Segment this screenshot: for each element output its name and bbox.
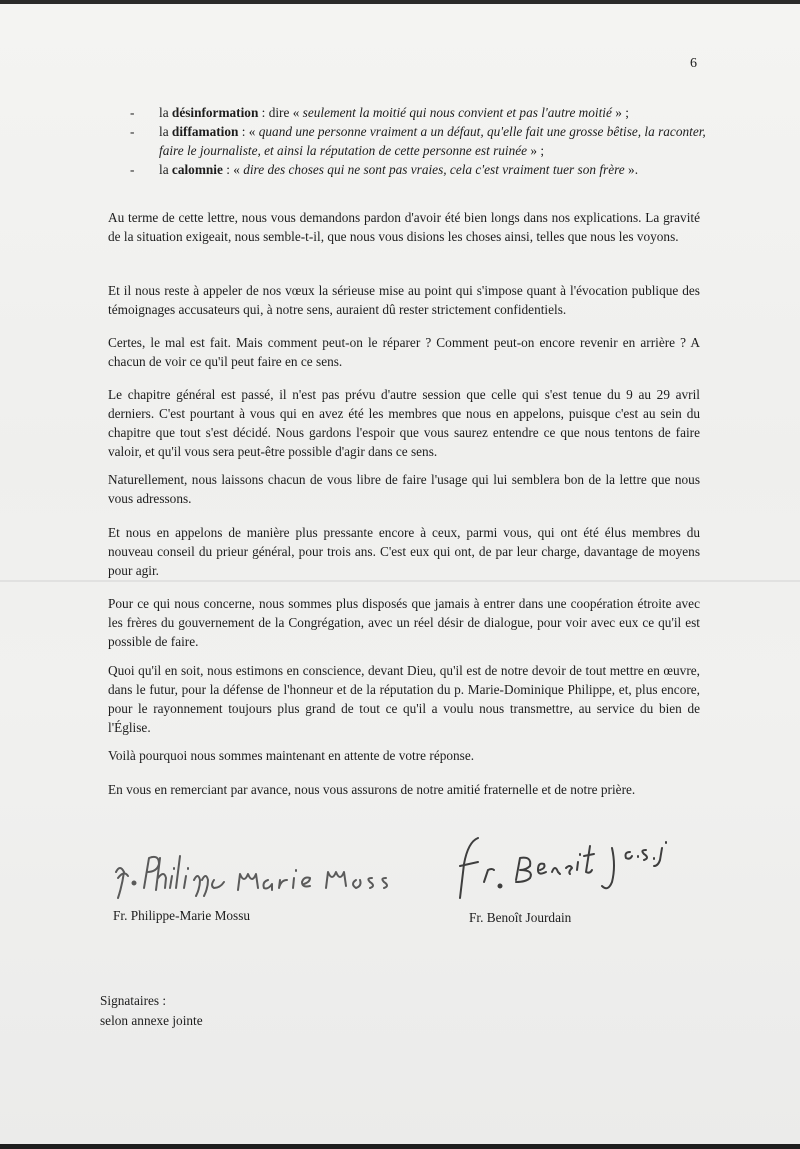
page-bottom-edge xyxy=(0,1144,800,1149)
paragraph: Au terme de cette lettre, nous vous demandons pardon d'avoir été bien longs dans nos explications. La gravité de la situation exigeait, nous semble-t-il, que nous vous disions les choses ainsi, telles que nous les voyons. xyxy=(108,210,700,244)
paragraph: Naturellement, nous laissons chacun de vous libre de faire l'usage qui lui semblera bon de la lettre que nous vous adressons. xyxy=(108,472,700,506)
signataires-note: selon annexe jointe xyxy=(100,1013,203,1028)
paragraph: En vous en remerciant par avance, nous vous assurons de notre amitié fraternelle et de notre prière. xyxy=(108,782,636,797)
paragraph: Et il nous reste à appeler de nos vœux la sérieuse mise au point qui s'impose quant à l'évocation publique des témoignages accusateurs qui, à notre sens, auraient dû rester strictement confidentiels. xyxy=(108,283,700,317)
paragraph: Voilà pourquoi nous sommes maintenant en attente de votre réponse. xyxy=(108,748,475,763)
signature-name-right: Fr. Benoît Jourdain xyxy=(469,910,572,925)
signataires-label: Signataires : xyxy=(100,993,167,1008)
bullet-quote: quand une personne vraiment a un défaut, qu'elle fait une grosse bêtise, la raconter, faire le journaliste, et ainsi la réputation de cette personne est ruinée xyxy=(159,124,706,158)
list-item: - la diffamation : « quand une personne vraiment a un défaut, qu'elle fait une grosse bêtise, la raconter, faire le journaliste, et ainsi la réputation de cette personne est ruinée » ; xyxy=(130,124,706,158)
bullet-list xyxy=(130,103,720,179)
signature-left xyxy=(110,850,390,900)
paper-fold xyxy=(0,580,800,582)
signature-name-left: Fr. Philippe-Marie Mossu xyxy=(113,908,251,923)
paragraph: Certes, le mal est fait. Mais comment peut-on le réparer ? Comment peut-on encore revenir en arrière ? A chacun de voir ce qu'il peut faire en ce sens. xyxy=(108,335,700,369)
paragraph: Le chapitre général est passé, il n'est pas prévu d'autre session que celle qui s'est tenue du 9 au 29 avril derniers. C'est pourtant à vous qui en avez été les membres que nous en appelons, puisque c'est au sein du chapitre que tout s'est décidé. Nous gardons l'espoir que vous saurez entendre ce que nous tentons de faire valoir, et qu'il vous sera peut-être possible d'agir dans ce sens. xyxy=(108,387,700,459)
list-item: - la calomnie : « dire des choses qui ne sont pas vraies, cela c'est vraiment tuer son frère ». xyxy=(130,162,639,177)
list-item: - la désinformation : dire « seulement la moitié qui nous convient et pas l'autre moitié » ; xyxy=(130,105,629,120)
signature-right xyxy=(450,832,680,902)
paragraph: Et nous en appelons de manière plus pressante encore à ceux, parmi vous, qui ont été élus membres du nouveau conseil du prieur général, pour trois ans. C'est eux qui ont, de par leur charge, davantage de moyens pour agir. xyxy=(108,525,700,578)
paragraph: Pour ce qui nous concerne, nous sommes plus disposés que jamais à entrer dans une coopération étroite avec les frères du gouvernement de la Congrégation, avec un réel désir de dialogue, pour voir avec eux ce qu'il est possible de faire. xyxy=(108,596,700,649)
bullet-quote: seulement la moitié qui nous convient et pas l'autre moitié xyxy=(302,105,612,120)
bullet-term: désinformation xyxy=(171,105,259,120)
bullet-term: calomnie xyxy=(171,162,223,177)
bullet-quote: dire des choses qui ne sont pas vraies, cela c'est vraiment tuer son frère xyxy=(243,162,625,177)
paragraph: Quoi qu'il en soit, nous estimons en conscience, devant Dieu, qu'il est de notre devoir de tout mettre en œuvre, dans le futur, pour la défense de l'honneur et de la réputation du p. Marie-Dominique Philippe, et, plus encore, pour le rayonnement toujours plus grand de tout ce qu'il a voulu nous transmettre, au service du bien de l'Église. xyxy=(108,663,700,735)
bullet-dash: - xyxy=(130,162,135,177)
bullet-dash: - xyxy=(130,105,135,120)
bullet-term: diffamation xyxy=(171,124,239,139)
bullet-dash: - xyxy=(130,124,135,139)
page-top-edge xyxy=(0,0,800,4)
signataires-block xyxy=(100,991,203,1031)
page-number: 6 xyxy=(690,56,697,71)
